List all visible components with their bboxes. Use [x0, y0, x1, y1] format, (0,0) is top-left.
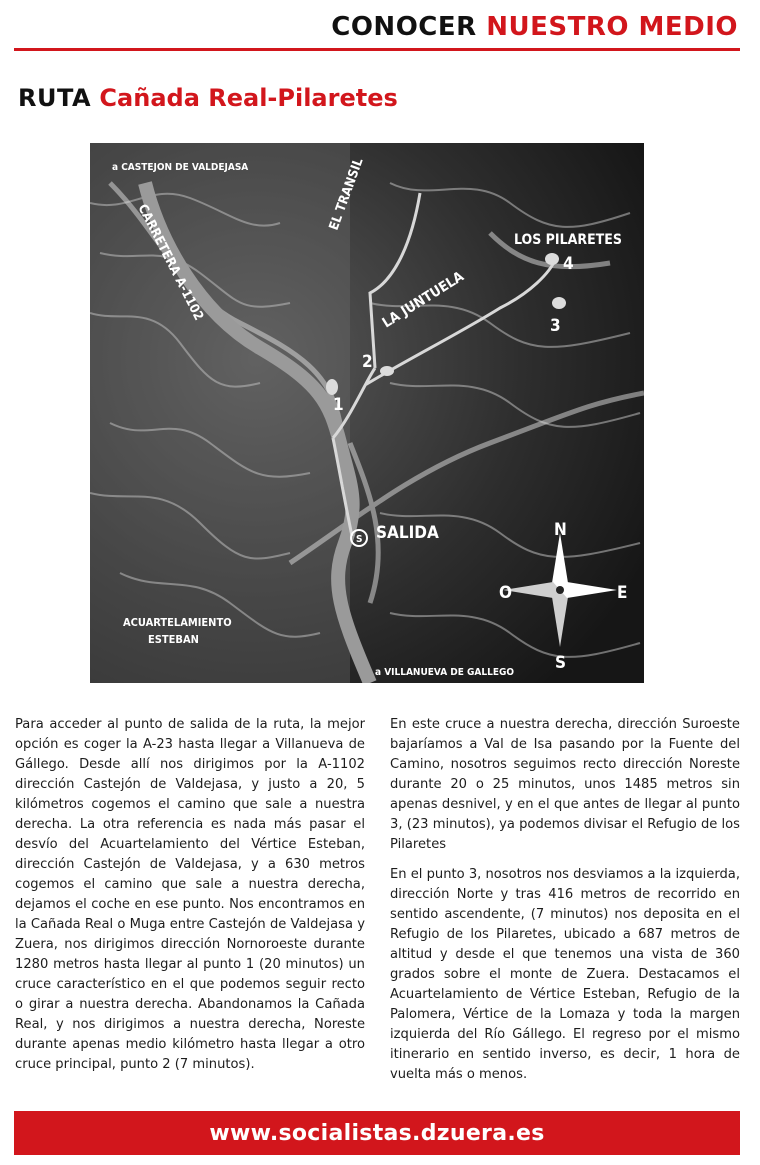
- label-carretera: CARRETERA A-1102: [134, 202, 207, 324]
- page-title: [18, 84, 398, 112]
- point-3-marker: [552, 297, 566, 309]
- article-column-right: [390, 715, 740, 1095]
- point-1-label: 1: [333, 395, 344, 415]
- start-marker-glyph: S: [356, 534, 363, 545]
- compass-west: O: [499, 583, 512, 603]
- label-juntuela: LA JUNTUELA: [379, 268, 467, 332]
- compass-east: E: [617, 583, 628, 603]
- label-transil: EL TRANSIL: [326, 156, 367, 233]
- article-column-left: [15, 715, 365, 1085]
- paragraph: En este cruce a nuestra derecha, dirección Suroeste bajaríamos a Val de Isa pasando por la Fuente del Camino, nosotros seguimos recto dirección Noreste durante 20 o 25 minutos, unos 1485 metros sin apenas desnivel, y en el que antes de llegar al punto 3, (23 minutos), ya podemos divisar el Refugio de los Pilaretes: [390, 717, 740, 852]
- map-terrain-west: [90, 143, 350, 683]
- label-acuartelamiento-line2: ESTEBAN: [148, 633, 199, 646]
- header-word-nuestro-medio: NUESTRO MEDIO: [486, 12, 738, 42]
- label-villanueva: a VILLANUEVA DE GALLEGO: [375, 667, 515, 678]
- header-divider: [14, 48, 740, 51]
- paragraph: En el punto 3, nosotros nos desviamos a la izquierda, dirección Norte y tras 416 metros de recorrido en sentido ascendente, (7 minutos) nos deposita en el Refugio de los Pilaretes, ubicado a 687 metros de altitud y desde el que tenemos una vista de 360 grados sobre el monte de Zuera. Destacamos el Acuartelamiento de Vértice Esteban, Refugio de la Palomera, Vértice de la Lomaza y toda la margen izquierda del Río Gállego. El regreso por el mismo itinerario en sentido inverso, es decir, 1 hora de vuelta más o menos.: [390, 867, 740, 1082]
- compass-south: S: [555, 653, 567, 673]
- footer-url[interactable]: www.socialistas.dzuera.es: [209, 1120, 545, 1146]
- label-pilaretes: LOS PILARETES: [514, 232, 622, 248]
- title-prefix: RUTA: [18, 84, 92, 112]
- point-2-label: 2: [362, 352, 373, 372]
- point-3-label: 3: [550, 316, 561, 336]
- point-4-label: 4: [563, 254, 574, 274]
- compass-north: N: [554, 520, 567, 540]
- route-map-graphic: [90, 143, 644, 683]
- title-route-name: Cañada Real-Pilaretes: [99, 84, 398, 112]
- point-2-marker: [380, 366, 394, 376]
- label-castejon: a CASTEJON DE VALDEJASA: [112, 162, 249, 173]
- label-acuartelamiento-line1: ACUARTELAMIENTO: [123, 616, 232, 629]
- route-map: [90, 143, 644, 683]
- label-salida: SALIDA: [376, 523, 439, 543]
- paragraph: Para acceder al punto de salida de la ruta, la mejor opción es coger la A-23 hasta llegar a Villanueva de Gállego. Desde allí nos dirigimos por la A-1102 dirección Castejón de Valdejasa, y justo a 20, 5 kilómetros cogemos el camino que sale a nuestra derecha. La otra referencia es nada más pasar el desvío del Acuartelamiento del Vértice Esteban, dirección Castejón de Valdejasa, y a 630 metros cogemos el camino que sale a nuestra derecha, dejamos el coche en ese punto. Nos encontramos en la Cañada Real o Muga entre Castejón de Valdejasa y Zuera, nos dirigimos dirección Nornoroeste durante 1280 metros hasta llegar al punto 1 (20 minutos) un cruce característico en el que podemos seguir recto o girar a nuestra derecha. Abandonamos la Cañada Real, y nos dirigimos a nuestra derecha, Noreste durante apenas medio kilómetro hasta llegar a otro cruce principal, punto 2 (7 minutos).: [15, 717, 365, 1072]
- header-word-conocer: CONOCER: [331, 12, 477, 42]
- section-header: [331, 12, 738, 42]
- footer-banner: [14, 1111, 740, 1155]
- point-4-marker: [545, 253, 559, 265]
- point-1-marker: [326, 379, 338, 395]
